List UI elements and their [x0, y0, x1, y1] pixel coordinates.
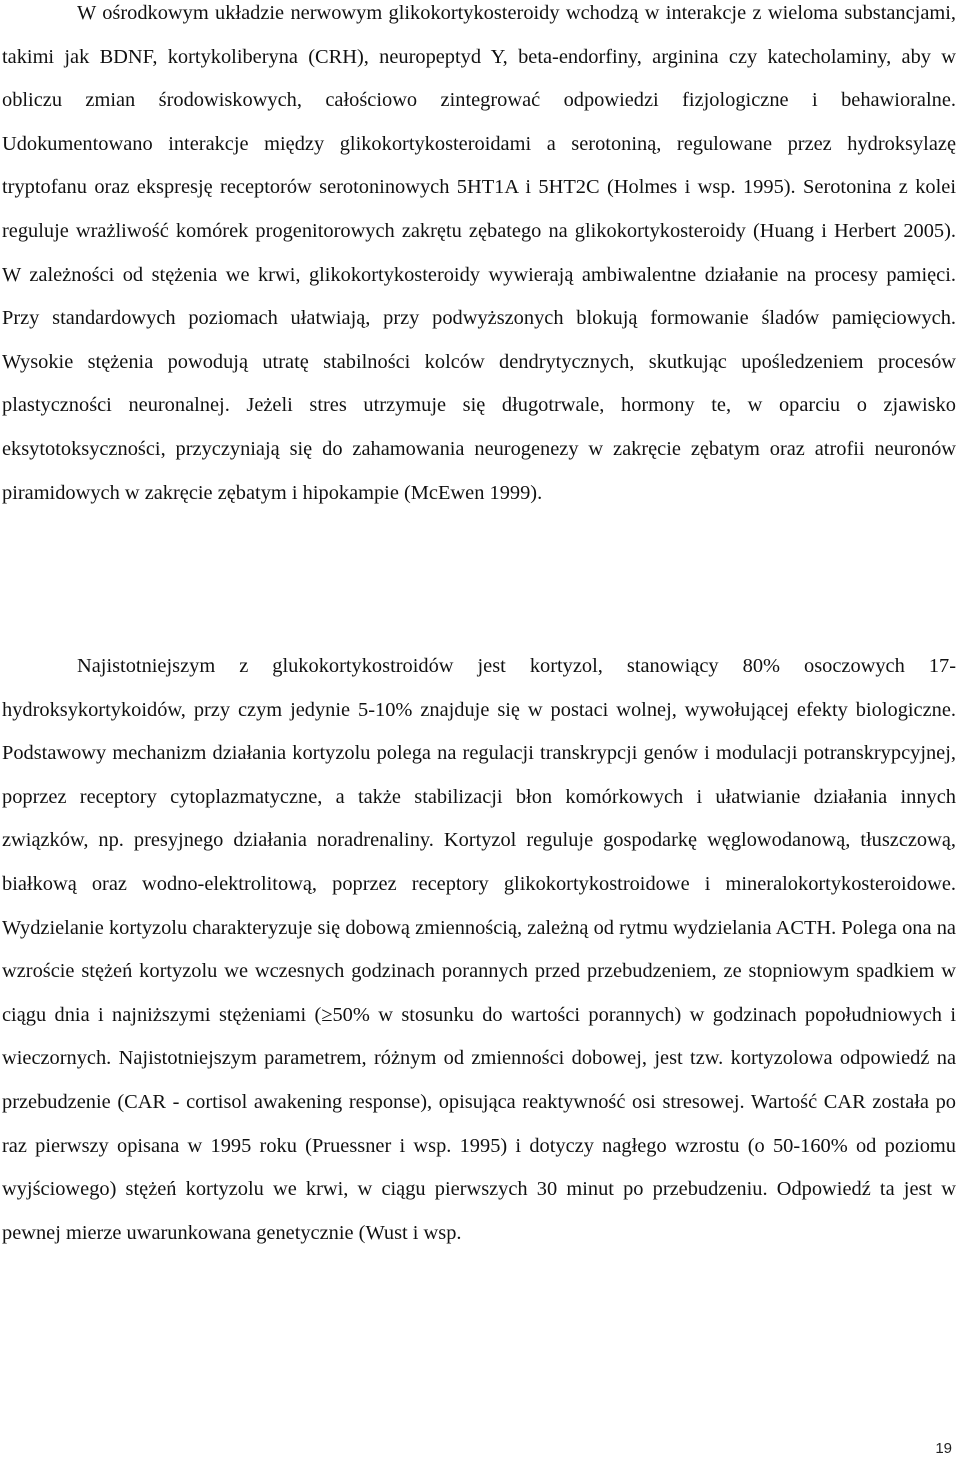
page-number: 19 [935, 1440, 952, 1457]
paragraph-cortisol: Najistotniejszym z glukokortykostroidów jest kortyzol, stanowiący 80% osoczowych 17-hydroksykortykoidów, przy czym jedynie 5-10% znajduje się w postaci wolnej, wywołującej efekty biologiczne. Podstawowy mechanizm działania kortyzolu polega na regulacji transkrypcji genów i modulacji potranskrypcyjnej, poprzez receptory cytoplazmatyczne, a także stabilizacji błon komórkowych i ułatwianie działania innych związków, np. presyjnego działania noradrenaliny. Kortyzol reguluje gospodarkę węglowodanową, tłuszczową, białkową oraz wodno-elektrolitową, poprzez receptory glikokortykostroidowe i mineralokortykosteroidowe. Wydzielanie kortyzolu charakteryzuje się dobową zmiennością, zależną od rytmu wydzielania ACTH. Polega ona na wzroście stężeń kortyzolu we wczesnych godzinach porannych przed przebudzeniem, ze stopniowym spadkiem w ciągu dnia i najniższymi stężeniami (≥50% w stosunku do wartości porannych) w godzinach popołudniowych i wieczornych. Najistotniejszym parametrem, różnym od zmienności dobowej, jest tzw. kortyzolowa odpowiedź na przebudzenie (CAR - cortisol awakening response), opisująca reaktywność osi stresowej. Wartość CAR została po raz pierwszy opisana w 1995 roku (Pruessner i wsp. 1995) i dotyczy nagłego wzrostu (o 50-160% od poziomu wyjściowego) stężeń kortyzolu we krwi, w ciągu pierwszych 30 minut po przebudzeniu. Odpowiedź ta jest w pewnej mierze uwarunkowana genetycznie (Wust i wsp. [2, 655, 956, 1244]
paragraph-glucocorticoids-cns: W ośrodkowym układzie nerwowym glikokortykosteroidy wchodzą w interakcje z wieloma substancjami, takimi jak BDNF, kortykoliberyna (CRH), neuropeptyd Y, beta-endorfiny, arginina czy katecholaminy, aby w obliczu zmian środowiskowych, całościowo zintegrować odpowiedzi fizjologiczne i behawioralne. Udokumentowano interakcje między glikokortykosteroidami a serotoniną, regulowane przez hydroksylazę tryptofanu oraz ekspresję receptorów serotoninowych 5HT1A i 5HT2C (Holmes i wsp. 1995). Serotonina z kolei reguluje wrażliwość komórek progenitorowych zakrętu zębatego na glikokortykosteroidy (Huang i Herbert 2005). W zależności od stężenia we krwi, glikokortykosteroidy wywierają ambiwalentne działanie na procesy pamięci. Przy standardowych poziomach ułatwiają, przy podwyższonych blokują formowanie śladów pamięciowych. Wysokie stężenia powodują utratę stabilności kolców dendrytycznych, skutkując upośledzeniem procesów plastyczności neuronalnej. Jeżeli stres utrzymuje się długotrwale, hormony te, w oparciu o zjawisko eksytotoksyczności, przyczyniają się do zahamowania neurogenezy w zakręcie zębatym oraz atrofii neuronów piramidowych w zakręcie zębatym i hipokampie (McEwen 1999). [2, 2, 956, 504]
